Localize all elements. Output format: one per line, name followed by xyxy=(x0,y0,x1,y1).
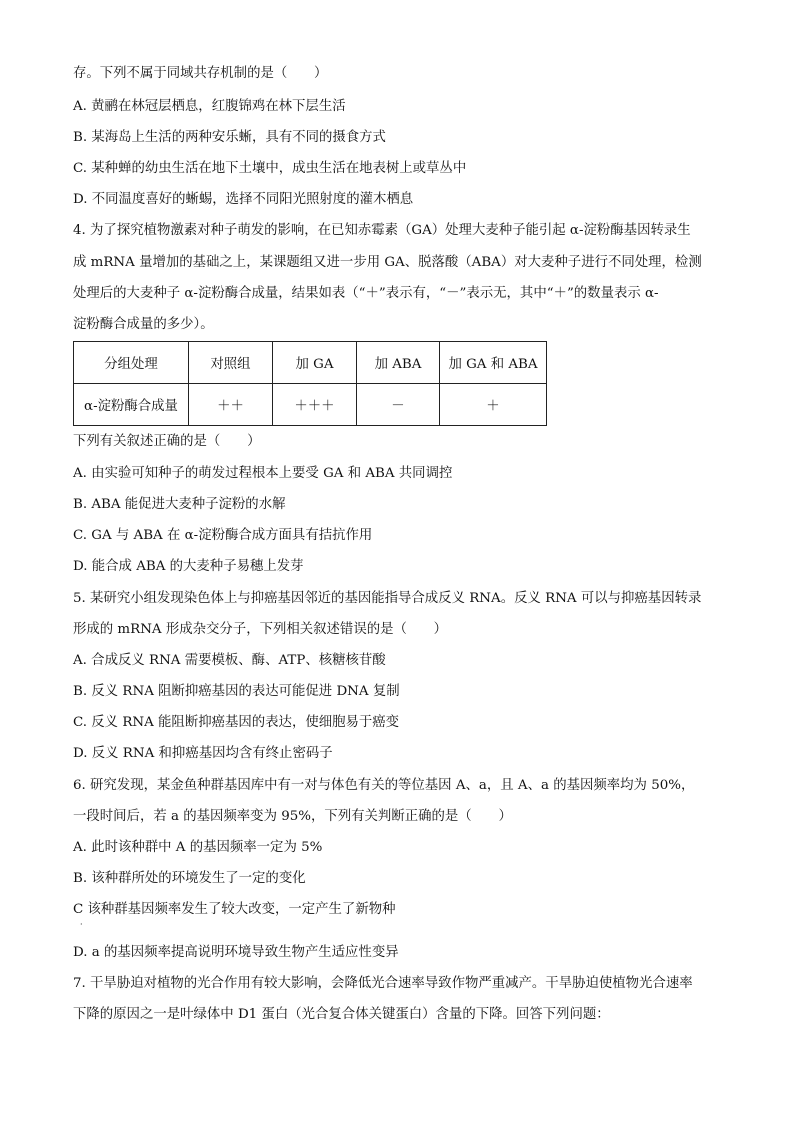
table-cell: ＋ xyxy=(440,384,547,426)
table-cell: 对照组 xyxy=(189,342,273,384)
question-stem: 成 mRNA 量增加的基础之上，某课题组又进一步用 GA、脱落酸（ABA）对大麦种子进行不同处理，检测 xyxy=(73,255,702,270)
question-prompt: 下列有关叙述正确的是（ ） xyxy=(73,434,261,449)
question-stem: 7. 干旱胁迫对植物的光合作用有较大影响，会降低光合速率导致作物严重减产。干旱胁迫使植物光合速率 xyxy=(73,976,693,991)
option-c: C. 某种蝉的幼虫生活在地下土壤中，成虫生活在地表树上或草丛中 xyxy=(73,161,467,176)
question-stem: 6. 研究发现，某金鱼种群基因库中有一对与体色有关的等位基因 A、a，且 A、a 的基因频率均为 50%， xyxy=(73,778,695,793)
option-a: A. 由实验可知种子的萌发过程根本上要受 GA 和 ABA 共同调控 xyxy=(73,466,453,481)
option-d: D. a 的基因频率提高说明环境导致生物产生适应性变异 xyxy=(73,945,399,960)
option-d: D. 能合成 ABA 的大麦种子易穗上发芽 xyxy=(73,559,304,574)
option-a: A. 合成反义 RNA 需要模板、酶、ATP、核糖核苷酸 xyxy=(73,653,386,668)
table-cell: ＋＋＋ xyxy=(273,384,357,426)
option-c: C 该种群基因频率发生了较大改变，一定产生了新物种 xyxy=(73,902,396,917)
question-stem: 处理后的大麦种子 α-淀粉酶合成量，结果如表（“＋”表示有，“－”表示无，其中“＋”的数量表示 α- xyxy=(73,286,659,301)
table-cell: 加 GA xyxy=(273,342,357,384)
results-table xyxy=(73,341,547,426)
question-stem: 5. 某研究小组发现染色体上与抑癌基因邻近的基因能指导合成反义 RNA。反义 RNA 可以与抑癌基因转录 xyxy=(73,591,702,606)
question-stem: 形成的 mRNA 形成杂交分子，下列相关叙述错误的是（ ） xyxy=(73,622,448,637)
option-b: B. ABA 能促进大麦种子淀粉的水解 xyxy=(73,497,286,512)
option-d: D. 反义 RNA 和抑癌基因均含有终止密码子 xyxy=(73,746,333,761)
option-a: A. 此时该种群中 A 的基因频率一定为 5% xyxy=(73,840,323,855)
table-cell: － xyxy=(357,384,440,426)
text-line: 存。下列不属于同域共存机制的是（ ） xyxy=(73,66,328,81)
option-b: B. 某海岛上生活的两种安乐蜥，具有不同的摄食方式 xyxy=(73,130,386,145)
option-b: B. 反义 RNA 阻断抑癌基因的表达可能促进 DNA 复制 xyxy=(73,684,400,699)
table-cell: 加 GA 和 ABA xyxy=(440,342,547,384)
table-cell: 分组处理 xyxy=(74,342,189,384)
question-stem: 淀粉酶合成量的多少）。 xyxy=(73,317,214,332)
option-b: B. 该种群所处的环境发生了一定的变化 xyxy=(73,871,306,886)
question-stem: 4. 为了探究植物激素对种子萌发的影响，在已知赤霉素（GA）处理大麦种子能引起 α-淀粉酶基因转录生 xyxy=(73,223,691,238)
option-c: C. 反义 RNA 能阻断抑癌基因的表达，使细胞易于癌变 xyxy=(73,715,400,730)
question-stem: 下降的原因之一是叶绿体中 D1 蛋白（光合复合体关键蛋白）含量的下降。回答下列问题： xyxy=(73,1007,610,1022)
table-header-row xyxy=(74,342,547,384)
stray-mark: · xyxy=(80,920,83,929)
table-cell: α-淀粉酶合成量 xyxy=(74,384,189,426)
option-a: A. 黄鹂在林冠层栖息，红腹锦鸡在林下层生活 xyxy=(73,99,346,114)
table-row xyxy=(74,384,547,426)
table-cell: 加 ABA xyxy=(357,342,440,384)
table-cell: ＋＋ xyxy=(189,384,273,426)
option-c: C. GA 与 ABA 在 α-淀粉酶合成方面具有拮抗作用 xyxy=(73,528,373,543)
question-stem: 一段时间后，若 a 的基因频率变为 95%，下列有关判断正确的是（ ） xyxy=(73,809,512,824)
option-d: D. 不同温度喜好的蜥蜴，选择不同阳光照射度的灌木栖息 xyxy=(73,192,414,207)
